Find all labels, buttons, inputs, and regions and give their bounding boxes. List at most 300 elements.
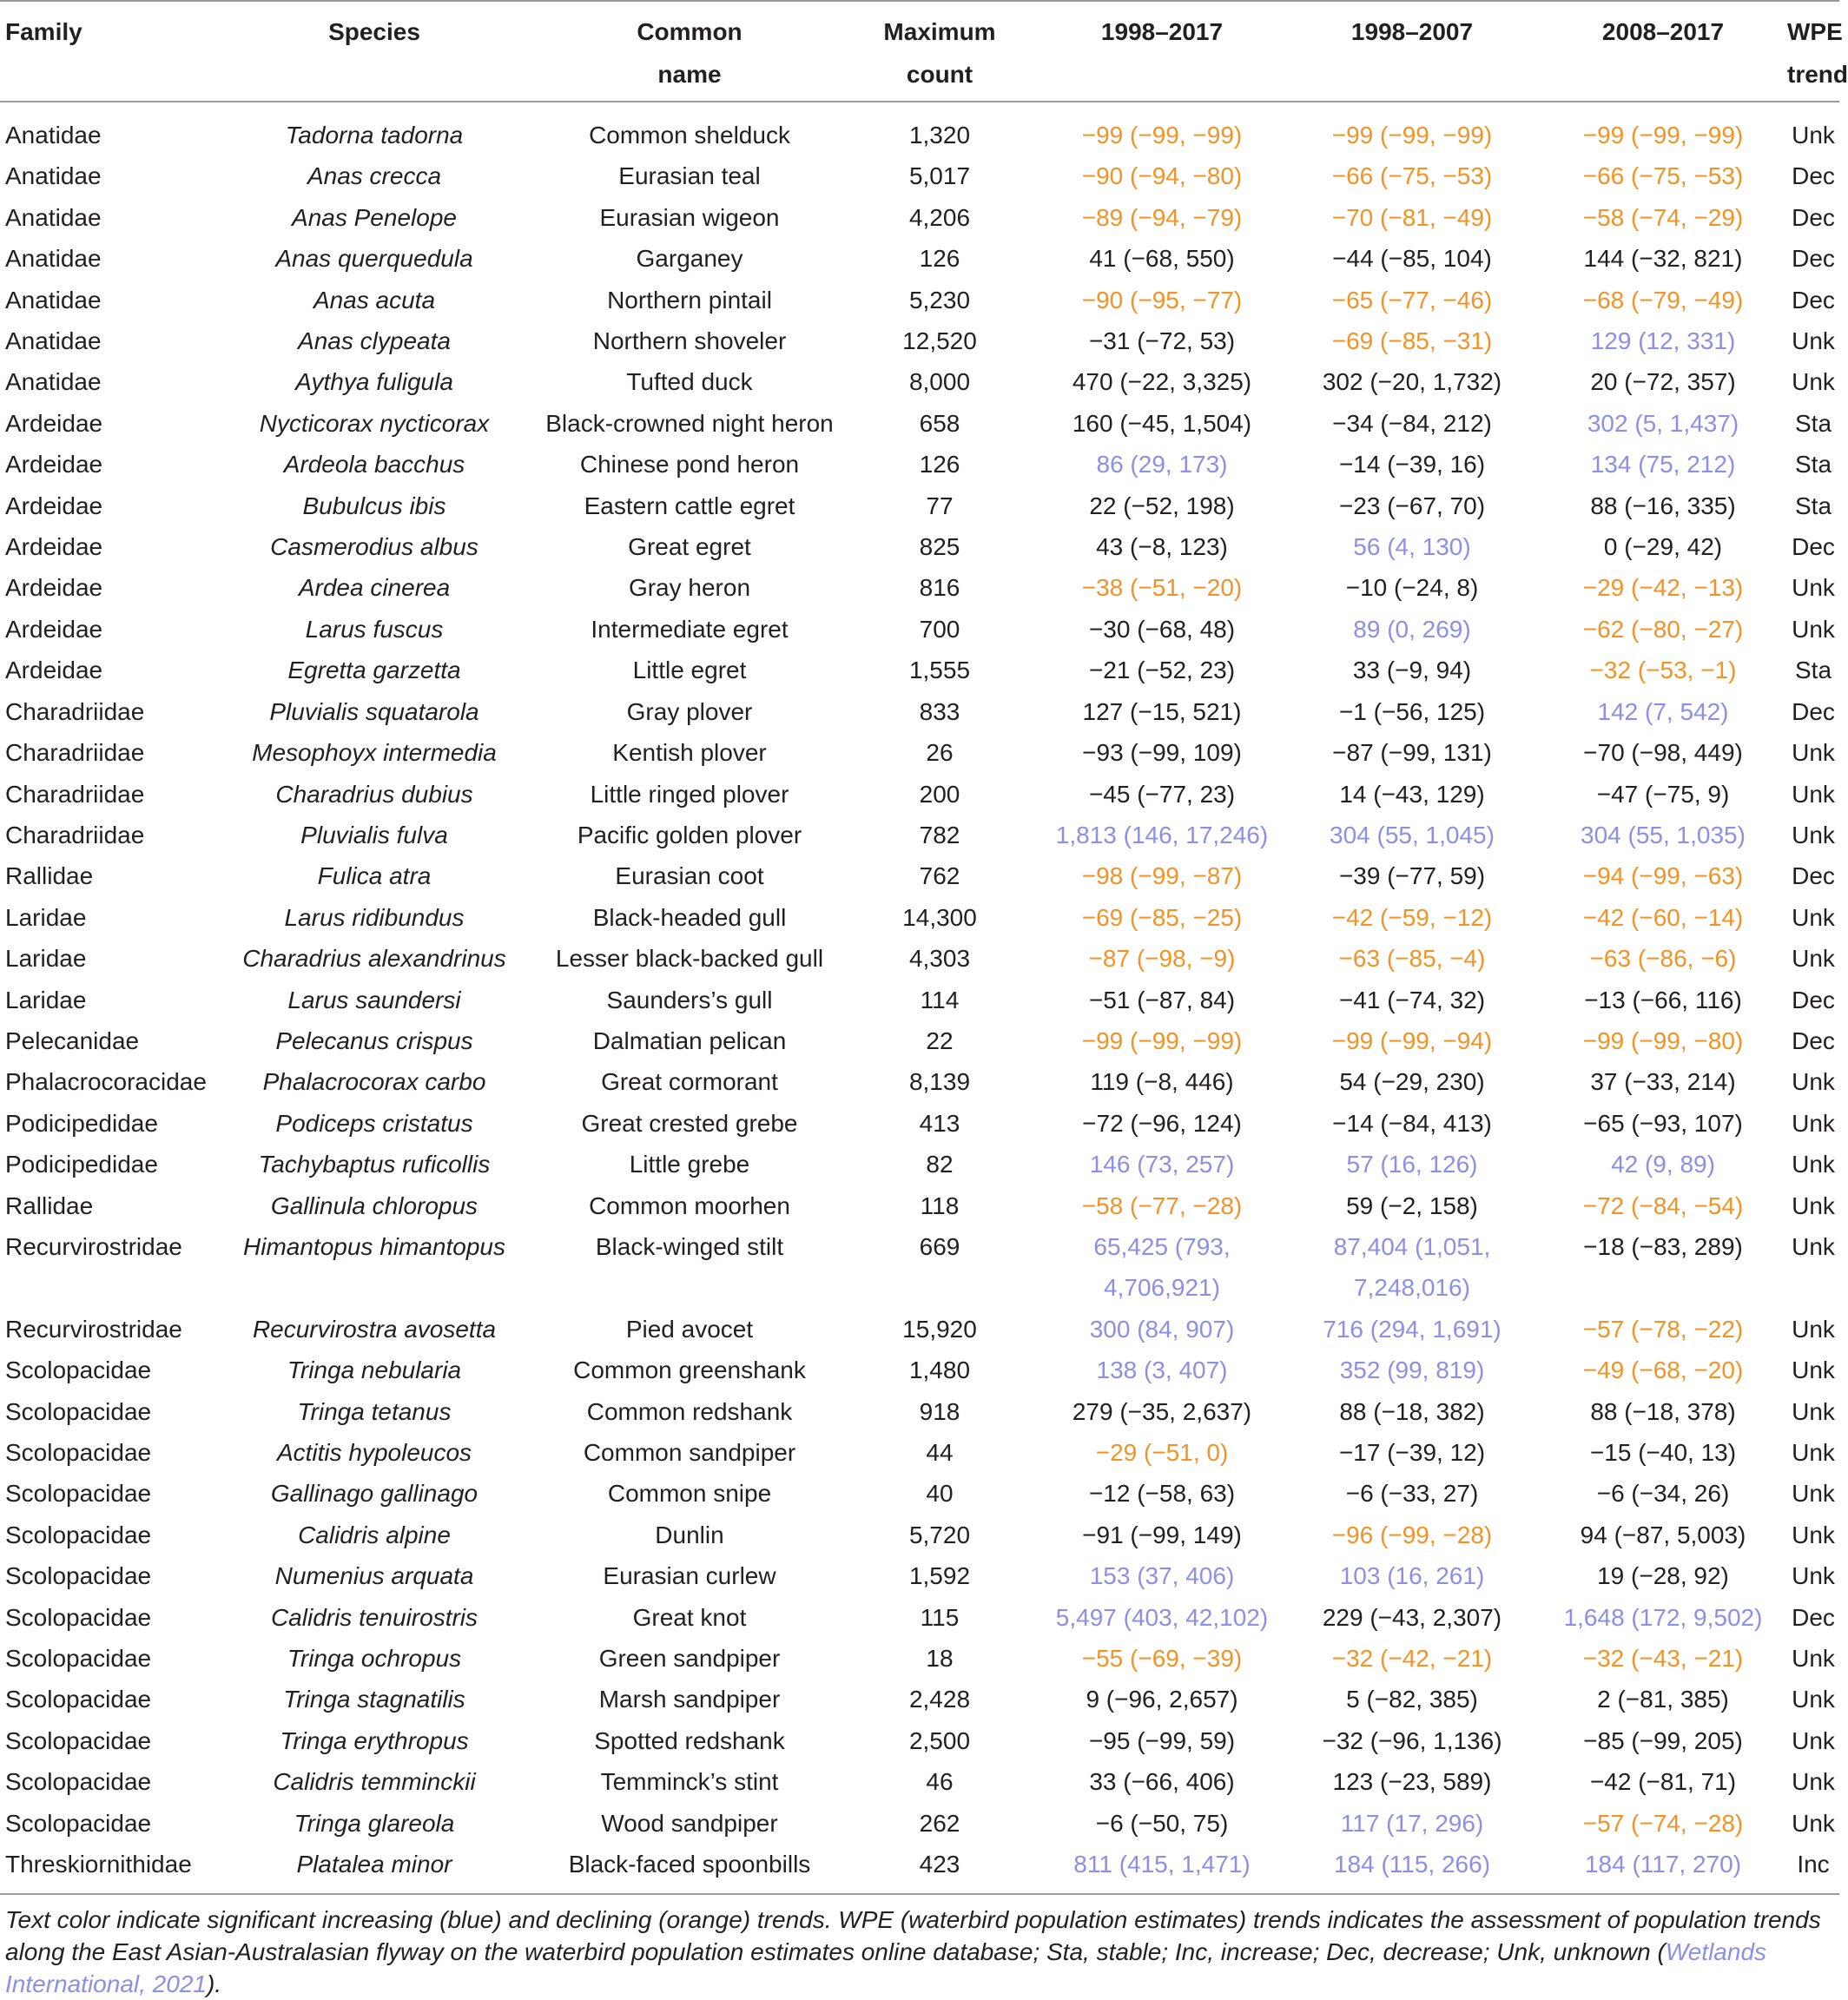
cell-family: Phalacrocoracidae [5, 1068, 207, 1096]
cell-trend-1998-2017: 43 (−8, 123) [1096, 533, 1228, 561]
cell-maximum-count: 82 [926, 1151, 954, 1178]
table-row [0, 1309, 1839, 1350]
cell-species: Egretta garzetta [287, 657, 461, 684]
cell-trend-1998-2017: 279 (−35, 2,637) [1072, 1397, 1252, 1425]
cell-trend-2008-2017: 129 (12, 331) [1590, 327, 1736, 355]
cell-trend-2008-2017: −49 (−68, −20) [1582, 1356, 1744, 1384]
cell-common-name: Eastern cattle egret [584, 492, 795, 519]
cell-trend-2008-2017: 37 (−33, 214) [1590, 1068, 1736, 1096]
cell-common-name: Kentish plover [612, 739, 767, 767]
cell-trend-1998-2007: −44 (−85, 104) [1332, 245, 1492, 273]
cell-trend-1998-2017: 146 (73, 257) [1089, 1151, 1235, 1178]
cell-species: Platalea minor [296, 1851, 452, 1878]
cell-trend-1998-2017: 22 (−52, 198) [1089, 492, 1235, 519]
cell-trend-1998-2007: 304 (55, 1,045) [1330, 821, 1495, 848]
cell-trend-1998-2017: −12 (−58, 63) [1088, 1480, 1236, 1508]
table-row [0, 774, 1839, 815]
cell-trend-2008-2017: −29 (−42, −13) [1582, 574, 1744, 602]
table-row [0, 1391, 1839, 1432]
cell-trend-2008-2017: −94 (−99, −63) [1582, 862, 1744, 890]
cell-trend-1998-2017: 86 (29, 173) [1096, 451, 1228, 479]
cell-common-name: Eurasian curlew [603, 1562, 776, 1590]
cell-common-name: Wood sandpiper [601, 1809, 778, 1837]
table-row [0, 320, 1839, 361]
cell-trend-1998-2017: −38 (−51, −20) [1081, 574, 1243, 602]
cell-trend-1998-2017: −99 (−99, −99) [1081, 1026, 1243, 1054]
cell-species: Tringa glareola [294, 1809, 455, 1837]
cell-species: Ardeola bacchus [283, 451, 465, 479]
table-row [0, 815, 1839, 855]
cell-maximum-count: 8,000 [908, 368, 971, 396]
cell-family: Rallidae [5, 862, 94, 890]
cell-trend-1998-2007: 184 (115, 266) [1333, 1851, 1491, 1878]
table-row [0, 238, 1839, 279]
cell-trend-1998-2007: 302 (−20, 1,732) [1322, 368, 1502, 396]
cell-common-name: Green sandpiper [598, 1645, 781, 1673]
cell-trend-1998-2007: 229 (−43, 2,307) [1322, 1603, 1502, 1631]
cell-wpe-trend: Unk [1792, 1439, 1835, 1466]
table-row [0, 1020, 1839, 1061]
cell-maximum-count: 918 [919, 1397, 960, 1425]
header-species: Species [328, 18, 420, 45]
cell-trend-1998-2007: 123 (−23, 589) [1332, 1768, 1492, 1796]
cell-maximum-count: 4,303 [908, 945, 971, 973]
table-caption [0, 1895, 1839, 2000]
table-row [0, 1679, 1839, 1719]
cell-maximum-count: 15,920 [902, 1315, 977, 1343]
cell-trend-2008-2017: −32 (−43, −21) [1582, 1645, 1744, 1673]
cell-species: Tringa erythropus [280, 1726, 469, 1754]
cell-trend-1998-2007: −70 (−81, −49) [1331, 203, 1493, 231]
cell-trend-2008-2017: 144 (−32, 821) [1583, 245, 1743, 273]
cell-common-name: Black-faced spoonbills [568, 1851, 811, 1878]
cell-species: Anas acuta [313, 286, 436, 314]
cell-trend-1998-2017: −99 (−99, −99) [1081, 122, 1243, 149]
cell-wpe-trend: Unk [1792, 368, 1835, 396]
cell-species: Charadrius alexandrinus [242, 945, 506, 973]
cell-family: Ardeidae [5, 574, 103, 602]
cell-maximum-count: 115 [920, 1603, 960, 1631]
cell-family: Recurvirostridae [5, 1232, 182, 1260]
cell-trend-1998-2017: 33 (−66, 406) [1089, 1768, 1235, 1796]
cell-common-name: Great crested grebe [581, 1109, 798, 1137]
cell-species: Anas crecca [307, 162, 442, 190]
cell-trend-1998-2017: 153 (37, 406) [1089, 1562, 1235, 1590]
table-row [0, 1515, 1839, 1555]
table-row [0, 1061, 1839, 1102]
cell-trend-2008-2017: 2 (−81, 385) [1597, 1686, 1729, 1713]
cell-wpe-trend: Unk [1792, 1726, 1835, 1754]
cell-wpe-trend: Dec [1792, 203, 1835, 231]
cell-maximum-count: 18 [926, 1645, 954, 1673]
cell-wpe-trend: Sta [1794, 409, 1832, 437]
cell-trend-1998-2017: −93 (−99, 109) [1082, 739, 1242, 767]
header-common-name-line1: Common [637, 18, 742, 45]
header-common-name [538, 1, 841, 102]
cell-trend-1998-2007: 57 (16, 126) [1346, 1151, 1478, 1178]
cell-wpe-trend: Unk [1792, 1191, 1835, 1219]
cell-trend-1998-2017: −58 (−77, −28) [1081, 1191, 1243, 1219]
header-maximum-count-line2: count [906, 61, 974, 88]
cell-family: Scolopacidae [5, 1521, 152, 1548]
cell-maximum-count: 26 [926, 739, 954, 767]
cell-species: Tringa stagnatilis [283, 1686, 465, 1713]
cell-family: Podicipedidae [5, 1151, 158, 1178]
cell-trend-2008-2017: −15 (−40, 13) [1589, 1439, 1737, 1466]
cell-maximum-count: 825 [919, 533, 960, 561]
cell-species: Gallinago gallinago [270, 1480, 478, 1508]
cell-family: Scolopacidae [5, 1397, 152, 1425]
cell-trend-1998-2017: −69 (−85, −25) [1081, 903, 1243, 931]
table-row [0, 485, 1839, 526]
cell-common-name: Little grebe [629, 1151, 750, 1178]
cell-maximum-count: 114 [920, 986, 960, 1013]
cell-trend-2008-2017: 1,648 (172, 9,502) [1563, 1603, 1763, 1631]
cell-species: Calidris alpine [298, 1521, 451, 1548]
table-row [0, 1473, 1839, 1514]
cell-common-name: Common shelduck [589, 122, 790, 149]
table-row [0, 1597, 1839, 1638]
cell-trend-2008-2017: −85 (−99, 205) [1583, 1726, 1743, 1754]
cell-common-name: Great knot [632, 1603, 747, 1631]
table-row [0, 1720, 1839, 1761]
cell-family: Scolopacidae [5, 1768, 152, 1796]
cell-maximum-count: 126 [919, 245, 960, 273]
cell-wpe-trend: Unk [1792, 1645, 1835, 1673]
cell-wpe-trend: Unk [1792, 1480, 1835, 1508]
cell-wpe-trend: Unk [1792, 1768, 1835, 1796]
cell-trend-1998-2017: −55 (−69, −39) [1081, 1645, 1243, 1673]
cell-common-name: Pacific golden plover [577, 821, 802, 848]
cell-species: Nycticorax nycticorax [259, 409, 490, 437]
table-row [0, 1144, 1839, 1185]
cell-wpe-trend: Unk [1792, 1109, 1835, 1137]
cell-trend-1998-2007: 117 (17, 296) [1340, 1809, 1484, 1837]
cell-trend-2008-2017: −57 (−74, −28) [1582, 1809, 1744, 1837]
cell-common-name: Temminck’s stint [600, 1768, 779, 1796]
cell-trend-1998-2007: 54 (−29, 230) [1339, 1068, 1485, 1096]
cell-common-name: Eurasian coot [615, 862, 764, 890]
cell-species: Pelecanus crispus [275, 1026, 473, 1054]
cell-trend-1998-2017: 1,813 (146, 17,246) [1055, 821, 1269, 848]
cell-common-name: Eurasian wigeon [599, 203, 780, 231]
cell-family: Ardeidae [5, 409, 103, 437]
cell-family: Scolopacidae [5, 1645, 152, 1673]
table-row [0, 1844, 1839, 1894]
cell-trend-2008-2017: 94 (−87, 5,003) [1580, 1521, 1746, 1548]
table-row [0, 609, 1839, 650]
cell-species: Phalacrocorax carbo [262, 1068, 486, 1096]
cell-species: Mesophoyx intermedia [252, 739, 497, 767]
cell-family: Charadriidae [5, 697, 145, 725]
cell-trend-1998-2007: −87 (−99, 131) [1332, 739, 1492, 767]
table-body [0, 102, 1839, 1894]
table-row [0, 897, 1839, 938]
cell-trend-2008-2017: −47 (−75, 9) [1596, 780, 1730, 808]
table-row [0, 980, 1839, 1020]
cell-maximum-count: 262 [919, 1809, 960, 1837]
cell-common-name: Spotted redshank [594, 1726, 785, 1754]
cell-family: Ardeidae [5, 492, 103, 519]
cell-trend-2008-2017: −72 (−84, −54) [1582, 1191, 1744, 1219]
cell-family: Anatidae [5, 203, 102, 231]
cell-common-name: Common sandpiper [583, 1439, 796, 1466]
cell-family: Pelecanidae [5, 1026, 140, 1054]
cell-species: Podiceps cristatus [275, 1109, 473, 1137]
cell-trend-2008-2017: 19 (−28, 92) [1597, 1562, 1729, 1590]
cell-trend-2008-2017: 304 (55, 1,035) [1581, 821, 1746, 848]
cell-trend-1998-2017: −72 (−96, 124) [1082, 1109, 1242, 1137]
cell-maximum-count: 126 [919, 451, 960, 479]
cell-maximum-count: 1,480 [908, 1356, 971, 1384]
cell-trend-1998-2017: −30 (−68, 48) [1088, 615, 1236, 643]
cell-wpe-trend: Unk [1792, 1521, 1835, 1548]
cell-wpe-trend: Unk [1792, 1809, 1835, 1837]
cell-species: Tadorna tadorna [285, 122, 464, 149]
cell-family: Scolopacidae [5, 1480, 152, 1508]
cell-wpe-trend: Unk [1792, 1686, 1835, 1713]
table-row [0, 197, 1839, 238]
cell-trend-1998-2007: −34 (−84, 212) [1332, 409, 1492, 437]
cell-trend-1998-2017: −90 (−94, −80) [1081, 162, 1243, 190]
cell-trend-2008-2017: −58 (−74, −29) [1582, 203, 1744, 231]
cell-maximum-count: 1,592 [908, 1562, 971, 1590]
cell-wpe-trend: Unk [1792, 1397, 1835, 1425]
cell-trend-1998-2007: −32 (−96, 1,136) [1322, 1726, 1502, 1754]
table-row [0, 938, 1839, 979]
table-row [0, 732, 1839, 773]
cell-species: Actitis hypoleucos [276, 1439, 472, 1466]
cell-species: Tringa ochropus [287, 1645, 462, 1673]
cell-family: Anatidae [5, 368, 102, 396]
cell-trend-1998-2017: 160 (−45, 1,504) [1072, 409, 1252, 437]
cell-family: Charadriidae [5, 739, 145, 767]
cell-trend-2008-2017: −99 (−99, −99) [1582, 122, 1744, 149]
cell-maximum-count: 782 [919, 821, 960, 848]
cell-trend-2008-2017: 0 (−29, 42) [1603, 533, 1723, 561]
cell-family: Scolopacidae [5, 1726, 152, 1754]
cell-family: Threskiornithidae [5, 1851, 192, 1878]
header-period-1998-2017: 1998–2017 [1100, 18, 1224, 45]
cell-family: Ardeidae [5, 451, 103, 479]
cell-species: Tringa nebularia [287, 1356, 462, 1384]
cell-maximum-count: 762 [919, 862, 960, 890]
cell-wpe-trend: Dec [1792, 697, 1835, 725]
cell-maximum-count: 40 [926, 1480, 954, 1508]
cell-trend-2008-2017: 20 (−72, 357) [1590, 368, 1736, 396]
cell-common-name: Black-headed gull [592, 903, 787, 931]
table-row [0, 1226, 1839, 1309]
cell-trend-1998-2017: −31 (−72, 53) [1088, 327, 1236, 355]
cell-trend-1998-2007: 103 (16, 261) [1339, 1562, 1485, 1590]
cell-family: Scolopacidae [5, 1562, 152, 1590]
cell-common-name: Black-crowned night heron [545, 409, 834, 437]
cell-family: Scolopacidae [5, 1439, 152, 1466]
cell-common-name: Common snipe [607, 1480, 772, 1508]
cell-wpe-trend: Unk [1792, 327, 1835, 355]
caption-reference-link[interactable]: Wetlands International, 2021 [5, 1938, 1767, 1998]
cell-common-name: Saunders’s gull [606, 986, 773, 1013]
header-common-name-line2: name [657, 61, 722, 88]
cell-trend-1998-2017: −95 (−99, 59) [1088, 1726, 1236, 1754]
cell-trend-1998-2007: −14 (−39, 16) [1338, 451, 1486, 479]
cell-species: Charadrius dubius [275, 780, 473, 808]
cell-species: Recurvirostra avosetta [252, 1315, 497, 1343]
header-period-2008-2017: 2008–2017 [1601, 18, 1725, 45]
cell-trend-1998-2007: 87,404 (1,051, 7,248,016) [1333, 1232, 1491, 1302]
cell-trend-1998-2007: −39 (−77, 59) [1338, 862, 1486, 890]
cell-trend-1998-2017: 470 (−22, 3,325) [1072, 368, 1252, 396]
cell-wpe-trend: Sta [1794, 657, 1832, 684]
cell-common-name: Common redshank [586, 1397, 793, 1425]
cell-trend-1998-2017: −91 (−99, 149) [1082, 1521, 1242, 1548]
cell-family: Anatidae [5, 122, 102, 149]
cell-common-name: Great cormorant [601, 1068, 778, 1096]
caption-end: ). [206, 1970, 222, 1998]
cell-trend-2008-2017: 134 (75, 212) [1590, 451, 1736, 479]
header-family: Family [5, 18, 82, 45]
cell-trend-2008-2017: −62 (−80, −27) [1582, 615, 1744, 643]
cell-family: Anatidae [5, 286, 102, 314]
cell-family: Charadriidae [5, 821, 145, 848]
cell-wpe-trend: Inc [1797, 1851, 1830, 1878]
cell-trend-2008-2017: −6 (−34, 26) [1596, 1480, 1730, 1508]
header-wpe-trend [1787, 1, 1848, 102]
cell-common-name: Gray heron [628, 574, 751, 602]
cell-trend-1998-2007: 56 (4, 130) [1353, 533, 1471, 561]
cell-trend-1998-2017: −98 (−99, −87) [1081, 862, 1243, 890]
cell-common-name: Great egret [628, 533, 751, 561]
cell-common-name: Northern shoveler [592, 327, 787, 355]
cell-common-name: Marsh sandpiper [598, 1686, 781, 1713]
cell-wpe-trend: Sta [1794, 451, 1832, 479]
cell-species: Bubulcus ibis [302, 492, 446, 519]
cell-trend-1998-2017: −29 (−51, 0) [1095, 1439, 1229, 1466]
cell-trend-1998-2017: 119 (−8, 446) [1090, 1068, 1234, 1096]
cell-species: Aythya fuligula [295, 368, 453, 396]
cell-species: Anas Penelope [292, 203, 457, 231]
cell-wpe-trend: Dec [1792, 862, 1835, 890]
cell-species: Anas clypeata [298, 327, 451, 355]
cell-maximum-count: 8,139 [908, 1068, 971, 1096]
cell-common-name: Chinese pond heron [579, 451, 800, 479]
cell-family: Anatidae [5, 245, 102, 273]
cell-species: Calidris tenuirostris [270, 1603, 478, 1631]
cell-trend-1998-2007: 33 (−9, 94) [1352, 657, 1472, 684]
cell-species: Tringa tetanus [297, 1397, 452, 1425]
table-row [0, 1555, 1839, 1596]
cell-family: Rallidae [5, 1191, 94, 1219]
cell-wpe-trend: Unk [1792, 1151, 1835, 1178]
header-wpe-trend-line2: trend [1787, 61, 1848, 88]
caption-text: Text color indicate significant increasing (blue) and declining (orange) trends. WPE (waterbird population estimates) trends indicates the assessment of population trends along the East Asian-Australasian flyway on the waterbird population estimates online database; Sta, stable; Inc, increase; Dec, decrease; Unk, unknown ( [5, 1906, 1821, 1966]
cell-common-name: Gray plover [626, 697, 753, 725]
cell-trend-1998-2017: 138 (3, 407) [1096, 1356, 1228, 1384]
table-row [0, 1350, 1839, 1390]
cell-trend-1998-2007: 59 (−2, 158) [1346, 1191, 1478, 1219]
cell-family: Recurvirostridae [5, 1315, 182, 1343]
cell-maximum-count: 2,500 [908, 1726, 971, 1754]
cell-maximum-count: 118 [920, 1191, 960, 1219]
cell-trend-2008-2017: 88 (−18, 378) [1590, 1397, 1736, 1425]
cell-maximum-count: 44 [926, 1439, 954, 1466]
cell-common-name: Common greenshank [573, 1356, 806, 1384]
cell-wpe-trend: Dec [1792, 162, 1835, 190]
cell-family: Laridae [5, 986, 87, 1013]
cell-species: Calidris temminckii [273, 1768, 476, 1796]
header-row [0, 1, 1839, 102]
cell-trend-1998-2017: −6 (−50, 75) [1095, 1809, 1229, 1837]
cell-trend-2008-2017: 142 (7, 542) [1597, 697, 1729, 725]
cell-species: Pluvialis squatarola [269, 697, 479, 725]
cell-common-name: Pied avocet [625, 1315, 754, 1343]
cell-common-name: Dalmatian pelican [592, 1026, 787, 1054]
cell-wpe-trend: Unk [1792, 574, 1835, 602]
cell-trend-1998-2007: −23 (−67, 70) [1338, 492, 1486, 519]
cell-wpe-trend: Dec [1792, 1603, 1835, 1631]
cell-species: Pluvialis fulva [300, 821, 448, 848]
cell-trend-1998-2007: −32 (−42, −21) [1331, 1645, 1493, 1673]
cell-trend-2008-2017: 184 (117, 270) [1584, 1851, 1742, 1878]
table-row [0, 444, 1839, 485]
table-row [0, 691, 1839, 732]
cell-trend-1998-2017: 127 (−15, 521) [1082, 697, 1242, 725]
cell-maximum-count: 700 [919, 615, 960, 643]
cell-trend-1998-2007: 5 (−82, 385) [1346, 1686, 1478, 1713]
table-row [0, 650, 1839, 690]
cell-trend-2008-2017: −63 (−86, −6) [1589, 945, 1737, 973]
cell-trend-1998-2017: −51 (−87, 84) [1088, 986, 1236, 1013]
table-row [0, 1103, 1839, 1144]
cell-trend-2008-2017: −57 (−78, −22) [1582, 1315, 1744, 1343]
cell-trend-2008-2017: −42 (−81, 71) [1589, 1768, 1737, 1796]
cell-trend-2008-2017: −65 (−93, 107) [1583, 1109, 1743, 1137]
cell-trend-1998-2017: 300 (84, 907) [1089, 1315, 1235, 1343]
cell-wpe-trend: Unk [1792, 821, 1835, 848]
cell-maximum-count: 816 [919, 574, 960, 602]
cell-family: Charadriidae [5, 780, 145, 808]
cell-species: Himantopus himantopus [243, 1232, 505, 1260]
cell-family: Ardeidae [5, 657, 103, 684]
cell-wpe-trend: Unk [1792, 945, 1835, 973]
cell-trend-2008-2017: 302 (5, 1,437) [1587, 409, 1739, 437]
cell-wpe-trend: Unk [1792, 615, 1835, 643]
cell-maximum-count: 12,520 [902, 327, 977, 355]
table-row [0, 1638, 1839, 1679]
cell-species: Numenius arquata [274, 1562, 474, 1590]
cell-trend-1998-2007: −42 (−59, −12) [1331, 903, 1493, 931]
cell-species: Casmerodius albus [270, 533, 478, 561]
cell-trend-1998-2017: −90 (−95, −77) [1081, 286, 1243, 314]
cell-trend-2008-2017: −32 (−53, −1) [1589, 657, 1737, 684]
cell-trend-2008-2017: 42 (9, 89) [1611, 1151, 1715, 1178]
cell-common-name: Common moorhen [589, 1191, 790, 1219]
cell-trend-1998-2007: −96 (−99, −28) [1331, 1521, 1493, 1548]
cell-family: Laridae [5, 903, 87, 931]
table-row [0, 1185, 1839, 1226]
cell-family: Scolopacidae [5, 1356, 152, 1384]
table-row [0, 361, 1839, 402]
cell-trend-1998-2017: 9 (−96, 2,657) [1086, 1686, 1238, 1713]
cell-trend-1998-2017: 5,497 (403, 42,102) [1055, 1603, 1269, 1631]
cell-species: Larus ridibundus [284, 903, 465, 931]
table-header [0, 1, 1848, 102]
cell-trend-1998-2007: 89 (0, 269) [1353, 615, 1471, 643]
cell-wpe-trend: Unk [1792, 903, 1835, 931]
cell-wpe-trend: Unk [1792, 780, 1835, 808]
cell-common-name: Little ringed plover [590, 780, 789, 808]
table-row [0, 567, 1839, 608]
